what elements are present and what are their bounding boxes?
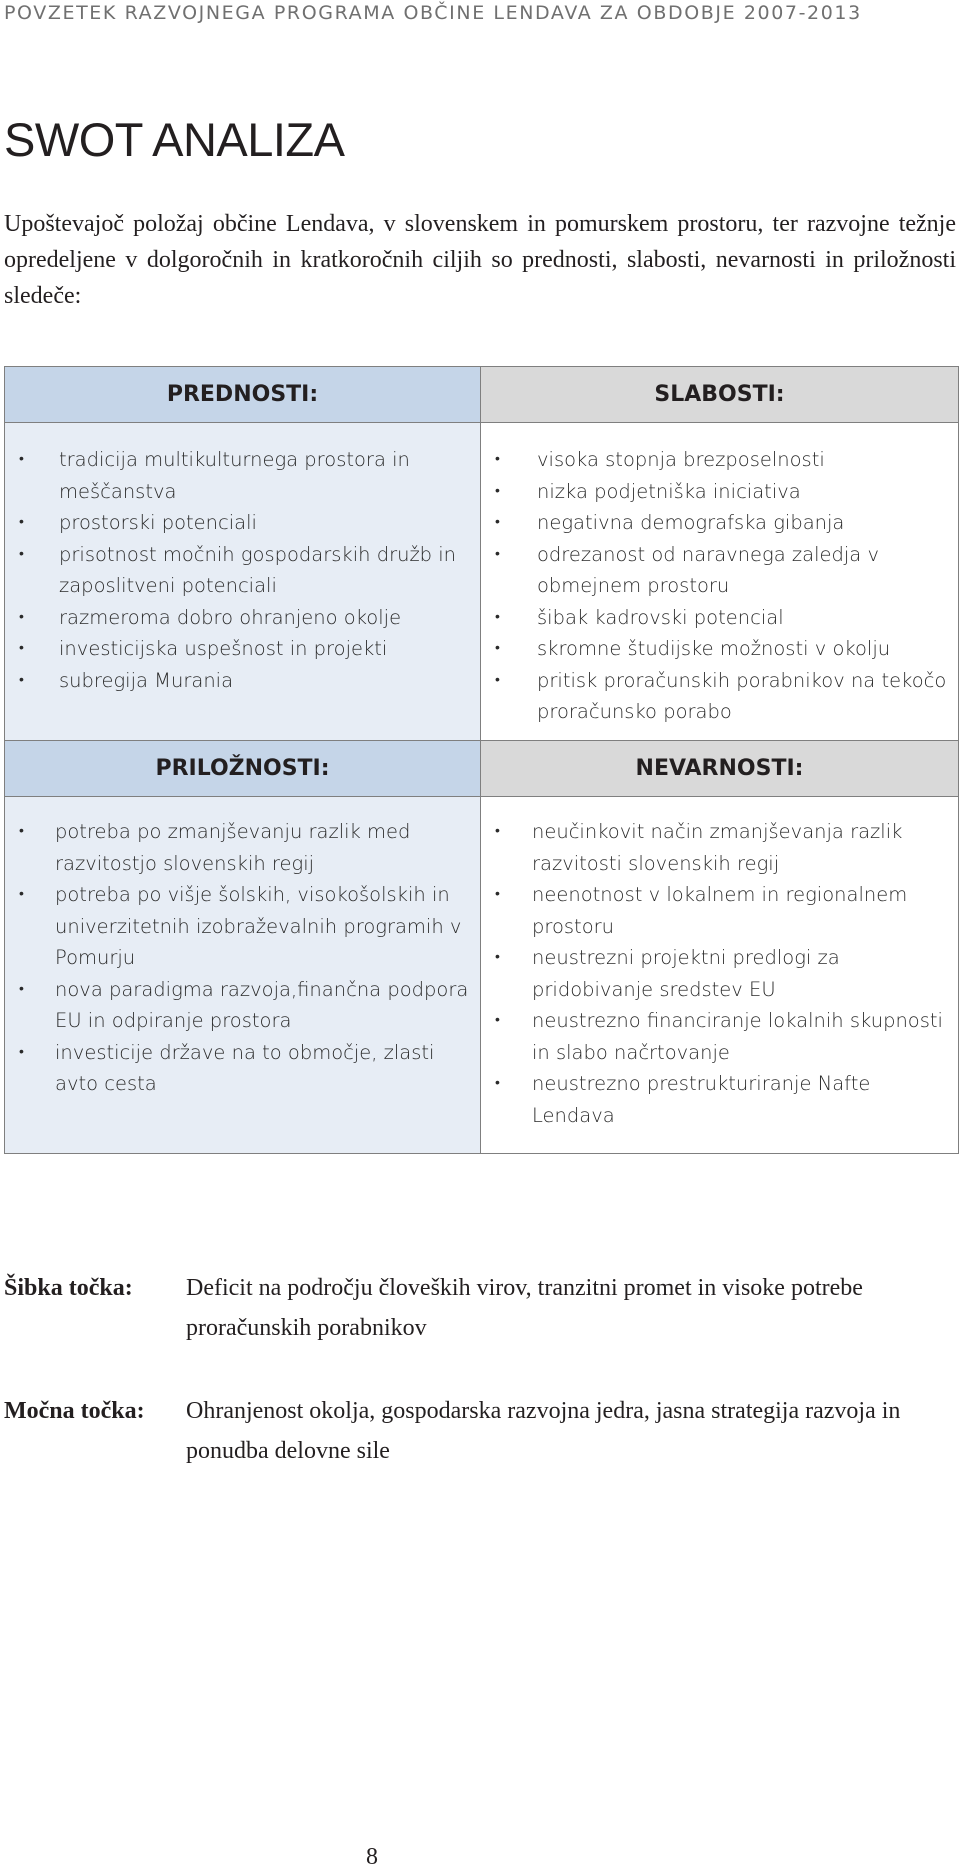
list-item: • potreba po zmanjševanju razlik med razvitostjo slovenskih regij xyxy=(5,816,480,879)
list-item: • negativna demografska gibanja xyxy=(481,507,958,539)
running-header: POVZETEK RAZVOJNEGA PROGRAMA OBČINE LENDAVA ZA OBDOBJE 2007-2013 xyxy=(4,2,862,24)
page-number: 8 xyxy=(366,1844,378,1870)
weaknesses-list xyxy=(481,423,958,728)
list-item: • neučinkovit način zmanjševanja razlik razvitosti slovenskih regij xyxy=(481,816,958,879)
list-item: • investicijska uspešnost in projekti xyxy=(5,633,480,665)
list-item: • neustrezno financiranje lokalnih skupnosti in slabo načrtovanje xyxy=(481,1005,958,1068)
intro-paragraph: Upoštevajoč položaj občine Lendava, v slovenskem in pomurskem prostoru, ter razvojne težnje opredeljene v dolgoročnih in kratkoročnih ciljih so prednosti, slabosti, nevarnosti in priložnosti sledeče: xyxy=(4,211,956,309)
strengths-cell xyxy=(5,423,481,741)
swot-table xyxy=(4,366,959,1154)
list-item: • prostorski potenciali xyxy=(5,507,480,539)
list-item: • šibak kadrovski potencial xyxy=(481,602,958,634)
list-item: • subregija Murania xyxy=(5,665,480,697)
swot-header-row-bottom xyxy=(5,741,959,797)
list-item: • neenotnost v lokalnem in regionalnem prostoru xyxy=(481,879,958,942)
page-title: SWOT ANALIZA xyxy=(4,113,345,166)
threats-list xyxy=(481,797,958,1131)
opportunities-cell xyxy=(5,797,481,1154)
opportunities-list xyxy=(5,797,480,1100)
strong-point-label: Močna točka: xyxy=(4,1398,145,1424)
list-item: • odrezanost od naravnega zaledja v obmejnem prostoru xyxy=(481,539,958,602)
list-item: • investicije države na to območje, zlasti avto cesta xyxy=(5,1037,480,1100)
strengths-list xyxy=(5,423,480,696)
swot-body-row-top xyxy=(5,423,959,741)
list-item: • skromne študijske možnosti v okolju xyxy=(481,633,958,665)
opportunities-heading: PRILOŽNOSTI: xyxy=(5,741,481,797)
list-item: • visoka stopnja brezposelnosti xyxy=(481,444,958,476)
weak-point-label: Šibka točka: xyxy=(4,1275,133,1301)
list-item: • potreba po višje šolskih, visokošolskih in univerzitetnih izobraževalnih programih v Pomurju xyxy=(5,879,480,974)
list-item: • prisotnost močnih gospodarskih družb in zaposlitveni potenciali xyxy=(5,539,480,602)
list-item: • pritisk proračunskih porabnikov na tekočo proračunsko porabo xyxy=(481,665,958,728)
list-item: • neustrezno prestrukturiranje Nafte Lendava xyxy=(481,1068,958,1131)
list-item: • nova paradigma razvoja,finančna podpora EU in odpiranje prostora xyxy=(5,974,480,1037)
strengths-heading: PREDNOSTI: xyxy=(5,367,481,423)
threats-heading: NEVARNOSTI: xyxy=(481,741,959,797)
list-item: • nizka podjetniška iniciativa xyxy=(481,476,958,508)
swot-body-row-bottom xyxy=(5,797,959,1154)
list-item: • tradicija multikulturnega prostora in meščanstva xyxy=(5,444,480,507)
list-item: • neustrezni projektni predlogi za pridobivanje sredstev EU xyxy=(481,942,958,1005)
weaknesses-heading: SLABOSTI: xyxy=(481,367,959,423)
swot-header-row-top xyxy=(5,367,959,423)
weak-point-text: Deficit na področju človeških virov, tranzitni promet in visoke potrebe proračunskih porabnikov xyxy=(186,1275,863,1341)
weaknesses-cell xyxy=(481,423,959,741)
strong-point-text: Ohranjenost okolja, gospodarska razvojna jedra, jasna strategija razvoja in ponudba delovne sile xyxy=(186,1398,901,1464)
threats-cell xyxy=(481,797,959,1154)
list-item: • razmeroma dobro ohranjeno okolje xyxy=(5,602,480,634)
